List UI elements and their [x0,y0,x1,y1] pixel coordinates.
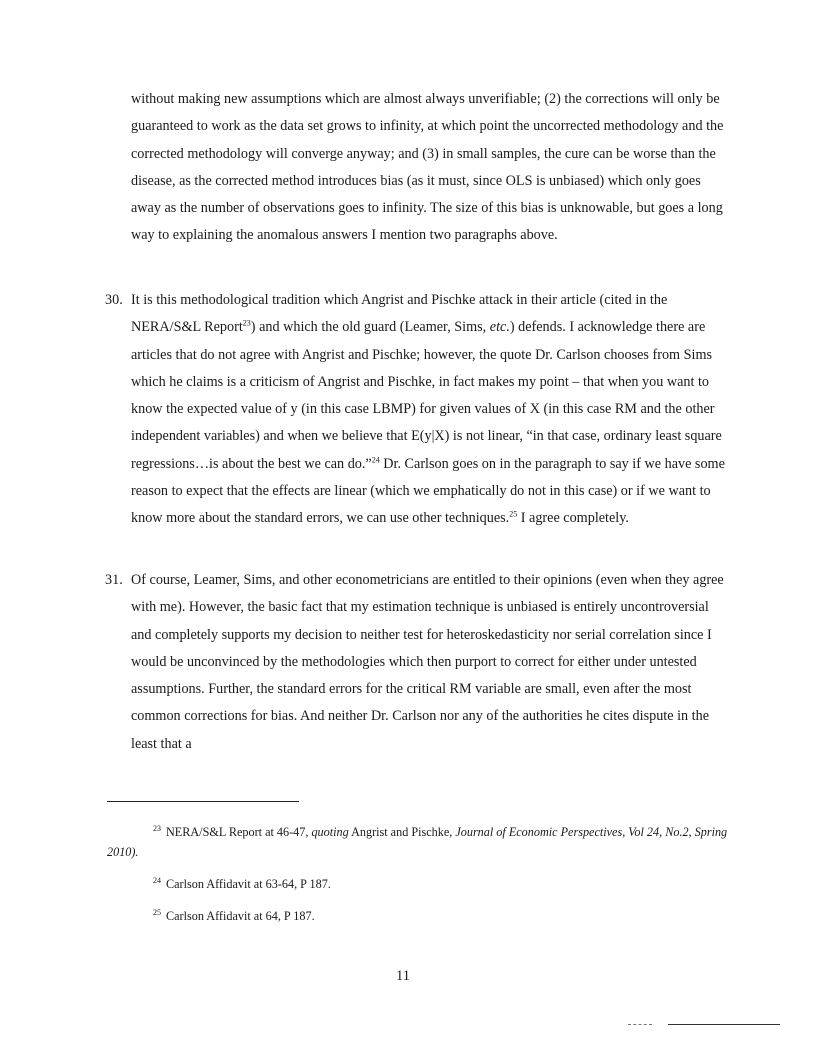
footnote-23-number: 23 [153,823,161,833]
footnote-ref-23: 23 [242,318,251,328]
continued-paragraph-text: without making new assumptions which are almost always unverifiable; (2) the corrections will only be guaranteed to work as the data set grows to infinity, at which point the uncorrected methodology and the corrected methodology will converge anyway; and (3) in small samples, the cure can be worse than the disease, as the corrected method introduces bias (as it must, since OLS is unbiased) which only goes away as the number of observations goes to infinity. The size of this bias is unknowable, but goes a long way to explaining the anomalous answers I mention two paragraphs above. [131,91,724,244]
paragraph-30-text-e: I agree completely. [517,510,629,527]
paragraph-31-number: 31. [105,572,123,588]
continued-paragraph [131,86,731,250]
bottom-rule [668,1024,780,1025]
paragraph-31-body: Of course, Leamer, Sims, and other econometricians are entitled to their opinions (even when they agree with me). However, the basic fact that my estimation technique is unbiased is entirely uncontroversial and completely supports my decision to neither test for heteroskedasticity nor serial correlation since I would be unconvinced by the methodologies which then purport to correct for either under untested assumptions. Further, the standard errors for the critical RM variable are small, even after the most common corrections for bias. And neither Dr. Carlson nor any of the authorities he cites dispute in the least that a [131,572,724,752]
paragraph-30-body [131,287,731,533]
scan-artifact-mark [628,1024,652,1025]
footnote-ref-24: 24 [371,455,380,465]
footnote-25-number: 25 [153,907,161,917]
page-number: 11 [396,968,410,984]
paragraph-30-text-c: ) defends. I acknowledge there are articles that do not agree with Angrist and Pischke; however, the quote Dr. Carlson chooses from Sims which he claims is a criticism of Angrist and Pischke, in fact makes my point – that when you want to know the expected value of y (in this case LBMP) for given values of X (in this case RM and the other independent variables) and when we believe that E(y|X) is not linear, “in that case, ordinary least square regressions…is about the best we can do.” [131,319,722,472]
footnote-23-text-a: NERA/S&L Report at 46-47, [166,825,312,839]
footnote-24-number: 24 [153,875,161,885]
paragraph-30-text-a: It is this methodological tradition which Angrist and Pischke attack in their article (cited in the NERA/S&L Report [131,292,668,336]
paragraph-30-number: 30. [105,292,123,308]
footnote-ref-25: 25 [509,509,518,519]
footnote-23-text-b: Angrist and Pischke, [348,825,456,839]
paragraph-30-etc: etc. [489,319,510,336]
footnote-23-quoting: quoting [311,825,349,839]
footnote-24-text: Carlson Affidavit at 63-64, P 187. [166,877,331,891]
footnote-separator [107,801,299,802]
footnote-23 [107,822,733,862]
footnote-25-text: Carlson Affidavit at 64, P 187. [166,909,315,923]
paragraph-30 [105,287,731,533]
paragraph-30-text-b: ) and which the old guard (Leamer, Sims, [250,319,490,336]
paragraph-31 [105,567,731,758]
footnote-23-journal: Journal of Economic Perspectives, Vol 24, No.2, Spring 2010). [107,825,728,859]
footnote-24 [153,874,733,894]
footnote-25 [153,906,733,926]
paragraph-30-text-d: Dr. Carlson goes on in the paragraph to say if we have some reason to expect that the effects are linear (which we emphatically do not in this case) or if we want to know more about the standard errors, we can use other techniques. [131,455,725,527]
